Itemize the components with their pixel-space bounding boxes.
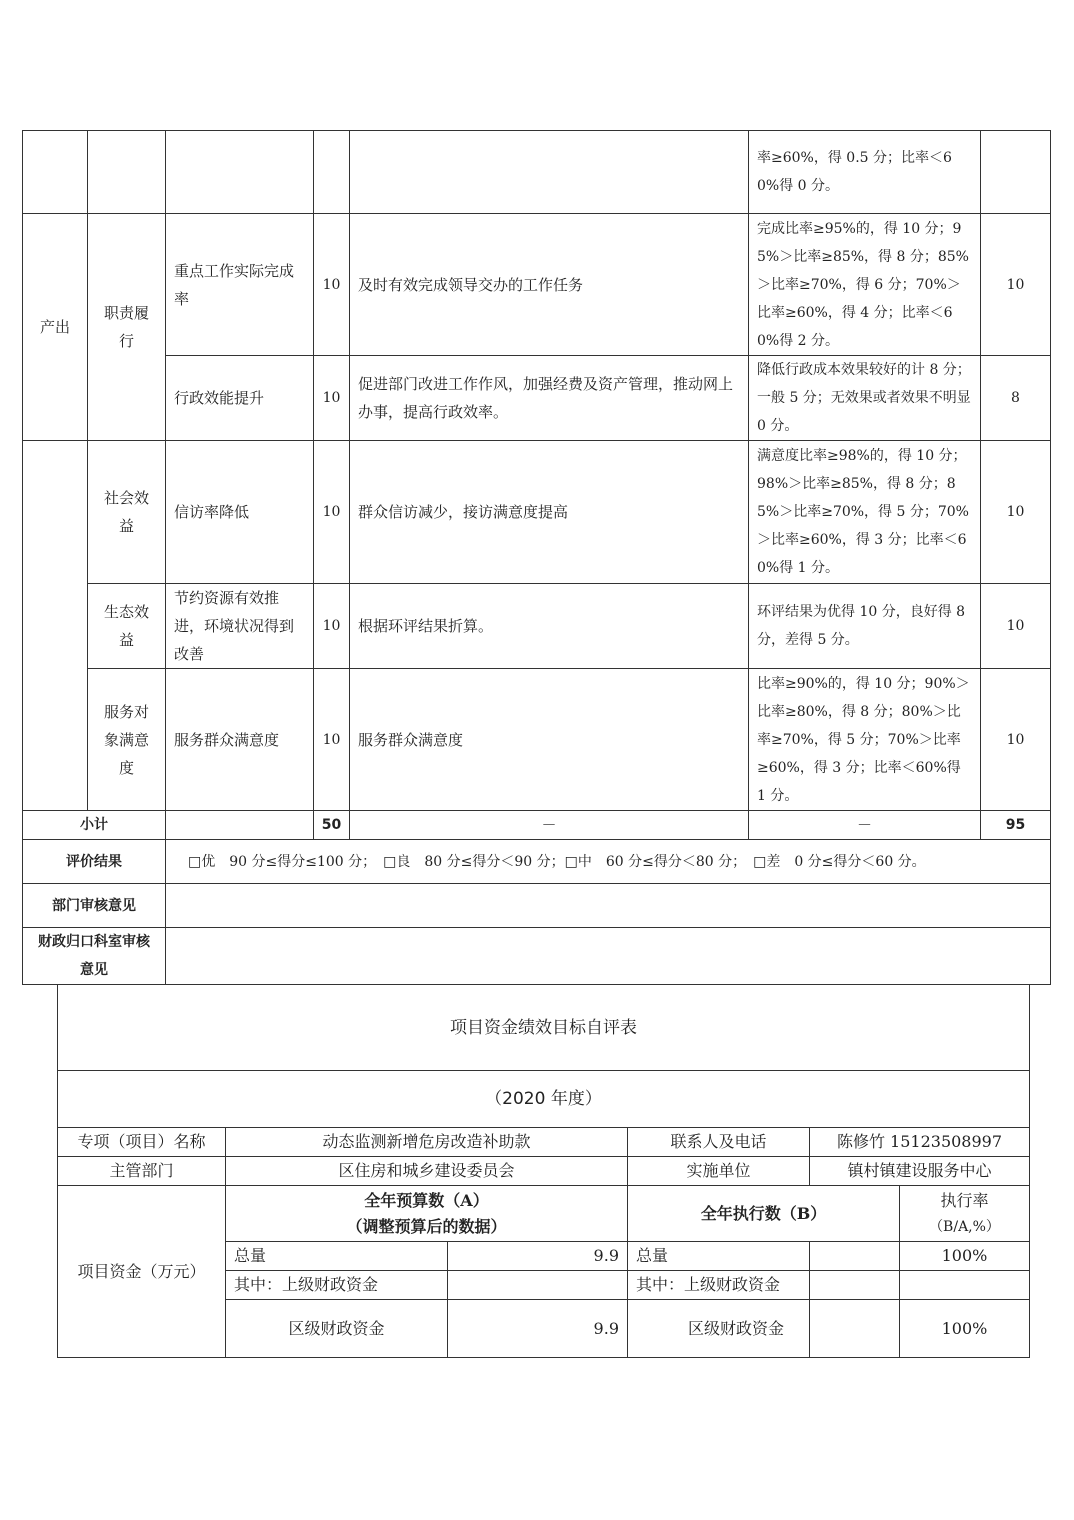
self-evaluation-table [57, 984, 1030, 1358]
exec-row-label: 其中：上级财政资金 [628, 1271, 810, 1300]
level1-output: 产出 [23, 214, 88, 441]
content-cell: 及时有效完成领导交办的工作任务 [350, 214, 749, 356]
level2-cell: 生态效益 [88, 584, 166, 669]
table-row [23, 214, 1051, 356]
dept-label: 主管部门 [58, 1157, 226, 1186]
score-cell: 10 [981, 669, 1051, 811]
exec-value [810, 1300, 900, 1358]
page-title: 项目资金绩效目标自评表 [58, 985, 1030, 1071]
table-row [23, 356, 1051, 441]
result-options: □优 90 分≤得分≤100 分； □良 80 分≤得分＜90 分；□中 60 分≤得分＜80 分； □差 0 分≤得分＜60 分。 [166, 840, 1051, 884]
budget-value [448, 1271, 628, 1300]
table-row [23, 584, 1051, 669]
contact-value: 陈修竹 15123508997 [810, 1128, 1030, 1157]
budget-header-line2: （调整预算后的数据） [346, 1216, 507, 1236]
rate-header-line1: 执行率 [940, 1190, 989, 1210]
unit-value: 镇村镇建设服务中心 [810, 1157, 1030, 1186]
criteria-cell: 完成比率≥95%的，得 10 分；95%＞比率≥85%，得 8 分；85%＞比率≥70%，得 6 分；70%＞比率≥60%，得 4 分；比率＜60%得 2 分。 [749, 214, 981, 356]
budget-row-label: 区级财政资金 [226, 1300, 448, 1358]
year-label: （2020 年度） [58, 1071, 1030, 1128]
project-name: 动态监测新增危房改造补助款 [226, 1128, 628, 1157]
subtotal-score: 95 [981, 811, 1051, 840]
budget-value: 9.9 [448, 1242, 628, 1271]
content-cell: 促进部门改进工作作风，加强经费及资产管理，推动网上办事，提高行政效率。 [350, 356, 749, 441]
score-cell: 10 [981, 214, 1051, 356]
level2-cell: 社会效益 [88, 441, 166, 584]
content-cell: 根据环评结果折算。 [350, 584, 749, 669]
criteria-cell: 满意度比率≥98%的，得 10 分；98%＞比率≥85%，得 8 分；85%＞比率≥70%，得 5 分；70%＞比率≥60%，得 3 分；比率＜60%得 1 分。 [749, 441, 981, 584]
budget-row-label: 总量 [226, 1242, 448, 1271]
criteria-cell: 环评结果为优得 10 分，良好得 8 分，差得 5 分。 [749, 584, 981, 669]
budget-row-label: 其中：上级财政资金 [226, 1271, 448, 1300]
exec-header: 全年执行数（B） [628, 1186, 900, 1242]
dept-review-label: 部门审核意见 [23, 884, 166, 928]
dept-review-value [166, 884, 1051, 928]
score-cell: 10 [981, 441, 1051, 584]
budget-value: 9.9 [448, 1300, 628, 1358]
finance-review-value [166, 928, 1051, 985]
rate-value [900, 1271, 1030, 1300]
indicator-cell: 行政效能提升 [166, 356, 314, 441]
year-row [58, 1071, 1030, 1128]
title-row [58, 985, 1030, 1071]
subtotal-criteria: － [749, 811, 981, 840]
project-label: 专项（项目）名称 [58, 1128, 226, 1157]
contact-label: 联系人及电话 [628, 1128, 810, 1157]
criteria-cell: 降低行政成本效果较好的计 8 分；一般 5 分；无效果或者效果不明显 0 分。 [749, 356, 981, 441]
criteria-cell: 比率≥90%的，得 10 分；90%＞比率≥80%，得 8 分；80%＞比率≥70%，得 5 分；70%＞比率≥60%，得 3 分；比率＜60%得 1 分。 [749, 669, 981, 811]
weight-cell: 10 [314, 669, 350, 811]
table-row [23, 441, 1051, 584]
unit-label: 实施单位 [628, 1157, 810, 1186]
project-row [58, 1128, 1030, 1157]
indicator-cell: 重点工作实际完成率 [166, 214, 314, 356]
subtotal-label: 小计 [23, 811, 166, 840]
result-label: 评价结果 [23, 840, 166, 884]
rate-value: 100% [900, 1300, 1030, 1358]
finance-review-row [23, 928, 1051, 985]
budget-header [226, 1186, 628, 1242]
criteria-cell: 率≥60%，得 0.5 分；比率＜60%得 0 分。 [749, 131, 981, 214]
subtotal-content: － [350, 811, 749, 840]
rate-header-line2: （B/A,%） [929, 1218, 1000, 1235]
funds-label: 项目资金（万元） [58, 1186, 226, 1358]
funds-header-row [58, 1186, 1030, 1242]
weight-cell: 10 [314, 356, 350, 441]
score-cell: 10 [981, 584, 1051, 669]
subtotal-weight: 50 [314, 811, 350, 840]
table-row [23, 131, 1051, 214]
weight-cell: 10 [314, 214, 350, 356]
level1-effect [23, 441, 88, 811]
level2-duty: 职责履行 [88, 214, 166, 441]
table-row [23, 669, 1051, 811]
performance-evaluation-table [22, 130, 1051, 985]
exec-value [810, 1242, 900, 1271]
subtotal-row [23, 811, 1051, 840]
exec-row-label: 区级财政资金 [628, 1300, 810, 1358]
finance-review-label: 财政归口科室审核意见 [23, 928, 166, 985]
budget-header-line1: 全年预算数（A） [364, 1190, 489, 1210]
exec-value [810, 1271, 900, 1300]
indicator-cell: 节约资源有效推进，环境状况得到改善 [166, 584, 314, 669]
content-cell: 群众信访减少，接访满意度提高 [350, 441, 749, 584]
dept-row [58, 1157, 1030, 1186]
dept-value: 区住房和城乡建设委员会 [226, 1157, 628, 1186]
level2-cell: 服务对象满意度 [88, 669, 166, 811]
result-row [23, 840, 1051, 884]
indicator-cell: 服务群众满意度 [166, 669, 314, 811]
exec-row-label: 总量 [628, 1242, 810, 1271]
content-cell: 服务群众满意度 [350, 669, 749, 811]
weight-cell: 10 [314, 584, 350, 669]
rate-header [900, 1186, 1030, 1242]
weight-cell: 10 [314, 441, 350, 584]
dept-review-row [23, 884, 1051, 928]
indicator-cell: 信访率降低 [166, 441, 314, 584]
rate-value: 100% [900, 1242, 1030, 1271]
score-cell: 8 [981, 356, 1051, 441]
